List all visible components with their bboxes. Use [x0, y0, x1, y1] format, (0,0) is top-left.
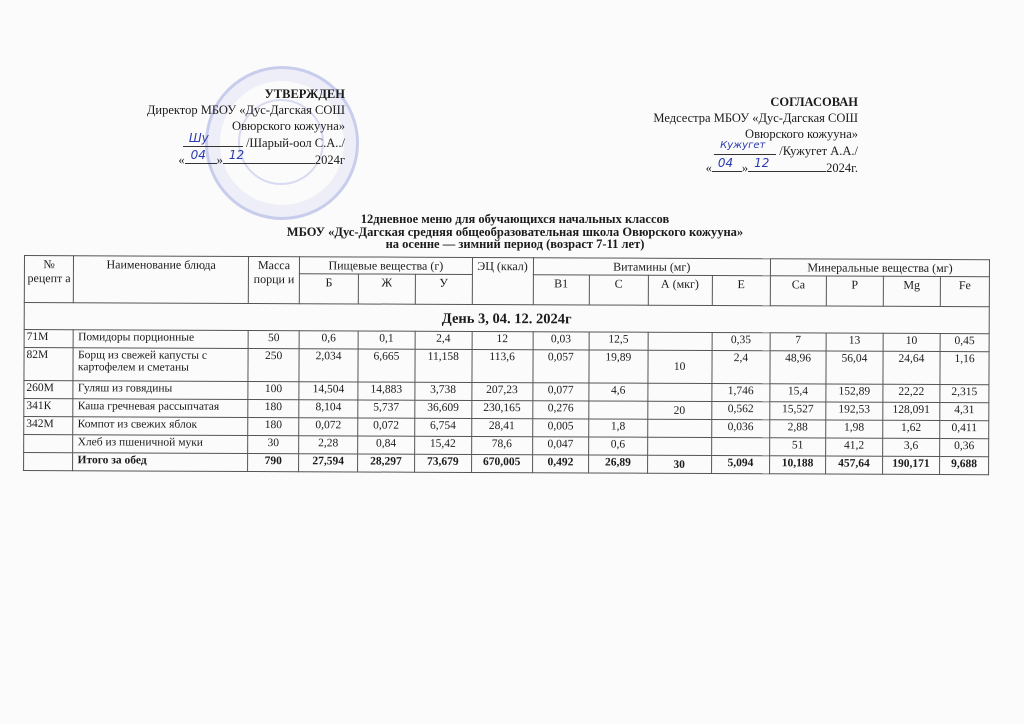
cell-fe: 4,31	[940, 402, 989, 420]
cell-ca: 48,96	[770, 351, 826, 384]
cell-p: 41,2	[826, 438, 883, 456]
col-recipe-no: № рецепт а	[24, 256, 74, 303]
cell-c: 19,89	[589, 350, 648, 383]
cell-zh: 6,665	[358, 349, 415, 382]
cell-zh: 5,737	[358, 400, 415, 418]
total-row	[24, 453, 989, 475]
cell-name: Борщ из свежей капусты с картофелем и сметаны	[73, 348, 248, 382]
cell-ec: 207,23	[471, 382, 532, 400]
cell-b1: 0,03	[533, 332, 590, 350]
cell-c: 4,6	[589, 383, 647, 401]
cell-name: Хлеб из пшеничной муки	[73, 435, 248, 454]
cell-b1: 0,276	[532, 401, 589, 419]
cell-b: 27,594	[299, 454, 358, 472]
date-month-handwriting: 12	[754, 156, 770, 170]
cell-b1: 0,492	[532, 455, 589, 473]
heading-line-3: на осенне — зимний период (возраст 7-11 лет)	[385, 237, 645, 251]
cell-mg: 1,62	[883, 420, 940, 438]
heading-line-2: МБОУ «Дус-Дагская средняя общеобразовательная школа Овюрского кожууна»	[286, 224, 744, 239]
agreement-block	[590, 94, 858, 176]
signature-field	[183, 131, 243, 147]
cell-code	[24, 435, 74, 453]
cell-fe: 0,45	[940, 333, 989, 351]
date-day-field	[185, 148, 217, 164]
cell-u: 36,609	[415, 400, 472, 418]
dish-rows	[24, 330, 990, 475]
cell-mass: 180	[248, 417, 299, 435]
cell-zh: 0,072	[358, 418, 415, 436]
cell-name: Компот из свежих яблок	[73, 417, 248, 436]
cell-c	[589, 401, 647, 419]
day-label: День 3, 04. 12. 2024г	[24, 303, 989, 334]
cell-mass: 790	[248, 453, 299, 471]
col-carbs: У	[415, 274, 472, 304]
heading-line-1: 12дневное меню для обучающихся начальных классов	[360, 212, 670, 226]
cell-name: Помидоры порционные	[74, 330, 249, 349]
agreement-signer: /Кужугет А.А./	[779, 144, 858, 158]
col-group-vitamins: Витамины (мг)	[533, 258, 771, 276]
cell-e: 2,4	[712, 351, 771, 384]
cell-ca: 7	[770, 333, 826, 351]
cell-a	[648, 332, 712, 350]
approval-position: Директор МБОУ «Дус-Дагская СОШ	[146, 103, 345, 117]
signature-handwriting: Шу	[188, 131, 209, 145]
cell-code: 342М	[24, 417, 74, 435]
cell-zh: 0,84	[358, 436, 415, 454]
cell-zh: 0,1	[358, 331, 415, 349]
cell-ec: 230,165	[471, 400, 532, 418]
approval-org: Овюрского кожууна»	[232, 119, 345, 133]
cell-code	[24, 453, 74, 471]
cell-ec: 12	[472, 331, 533, 349]
signature-field	[714, 142, 776, 155]
agreement-org: Овюрского кожууна»	[745, 127, 858, 141]
cell-ec: 78,6	[471, 436, 532, 454]
cell-a: 20	[647, 401, 711, 419]
approval-block	[100, 86, 345, 168]
cell-ca: 15,4	[770, 384, 826, 402]
col-a: А (мкг)	[648, 275, 712, 305]
date-day-handwriting: 04	[190, 148, 206, 162]
cell-c: 12,5	[589, 332, 647, 350]
cell-ec: 113,6	[472, 349, 533, 382]
cell-fe: 0,411	[940, 420, 989, 438]
cell-u: 6,754	[414, 418, 471, 436]
cell-mass: 250	[248, 348, 299, 381]
cell-p: 1,98	[826, 420, 883, 438]
cell-ca: 51	[770, 438, 826, 456]
cell-code: 82М	[24, 348, 74, 381]
cell-p: 457,64	[826, 456, 883, 474]
cell-name: Итого за обед	[73, 453, 248, 472]
approval-title: УТВЕРЖДЕН	[264, 87, 345, 101]
cell-c: 26,89	[589, 455, 647, 473]
cell-a: 30	[647, 455, 711, 473]
cell-b1: 0,005	[532, 419, 589, 437]
cell-fe: 2,315	[940, 384, 989, 402]
cell-u: 2,4	[415, 331, 472, 349]
cell-b: 2,28	[299, 436, 358, 454]
cell-u: 3,738	[415, 382, 472, 400]
cell-u: 15,42	[414, 436, 471, 454]
cell-e: 0,35	[712, 333, 770, 351]
agreement-date	[590, 156, 858, 176]
col-portion: Масса порци и	[248, 256, 299, 303]
col-e: E	[712, 276, 771, 306]
quote-open: «	[705, 161, 712, 175]
col-group-nutrients: Пищевые вещества (г)	[300, 257, 472, 275]
approval-signer: /Шарый-оол С.А../	[245, 136, 345, 150]
col-group-minerals: Минеральные вещества (мг)	[770, 259, 989, 277]
cell-fe: 1,16	[940, 351, 989, 384]
cell-b: 2,034	[299, 349, 358, 382]
cell-name: Каша гречневая рассыпчатая	[73, 399, 248, 418]
agreement-title: СОГЛАСОВАН	[770, 95, 858, 109]
cell-b: 8,104	[299, 400, 358, 418]
cell-ec: 28,41	[471, 418, 532, 436]
cell-mass: 30	[248, 435, 299, 453]
menu-table	[23, 255, 990, 475]
signature-handwriting: Кужугет	[720, 140, 766, 151]
cell-code: 341К	[24, 399, 74, 417]
cell-mg: 24,64	[883, 351, 940, 384]
cell-b: 0,072	[299, 418, 358, 436]
date-month-field	[223, 148, 315, 164]
cell-u: 11,158	[415, 349, 472, 382]
cell-code: 71М	[24, 330, 74, 348]
cell-e: 0,562	[711, 402, 769, 420]
cell-u: 73,679	[414, 454, 471, 472]
cell-ca: 15,527	[770, 402, 826, 420]
cell-mg: 10	[883, 333, 940, 351]
date-day-handwriting: 04	[717, 156, 734, 170]
table-row	[24, 348, 989, 385]
cell-ca: 2,88	[770, 420, 826, 438]
cell-zh: 14,883	[358, 382, 415, 400]
header-row-1	[24, 256, 989, 277]
cell-b1: 0,047	[532, 437, 589, 455]
cell-name: Гуляш из говядины	[73, 381, 248, 400]
col-dish-name: Наименование блюда	[74, 256, 249, 304]
cell-zh: 28,297	[357, 454, 414, 472]
cell-a	[647, 437, 711, 455]
quote-close: »	[741, 161, 749, 175]
col-ca: Ca	[770, 276, 826, 306]
cell-e: 5,094	[711, 456, 769, 474]
menu-heading	[150, 213, 880, 251]
approval-date	[100, 148, 345, 168]
agreement-position: Медсестра МБОУ «Дус-Дагская СОШ	[653, 111, 858, 125]
date-year: 2024г	[314, 153, 345, 167]
date-year: 2024г.	[826, 161, 858, 175]
quote-open: «	[178, 153, 185, 167]
col-mg: Mg	[883, 276, 940, 306]
day-row	[24, 303, 989, 334]
col-p: P	[826, 276, 883, 306]
date-month-handwriting: 12	[228, 148, 245, 162]
col-energy: ЭЦ (ккал)	[472, 257, 533, 304]
cell-fe: 9,688	[940, 456, 989, 474]
cell-ec: 670,005	[471, 454, 532, 472]
quote-close: »	[216, 153, 223, 167]
cell-c: 0,6	[589, 437, 647, 455]
approval-signature-line	[100, 131, 345, 151]
cell-a: 10	[647, 350, 711, 383]
cell-mass: 50	[248, 330, 299, 348]
cell-mg: 22,22	[883, 384, 940, 402]
cell-p: 192,53	[826, 402, 883, 420]
cell-b1: 0,057	[533, 350, 590, 383]
cell-fe: 0,36	[940, 438, 989, 456]
cell-a	[647, 419, 711, 437]
cell-b: 0,6	[299, 331, 358, 349]
col-fat: Ж	[358, 274, 415, 304]
date-month-field	[748, 156, 826, 172]
col-b1: B1	[533, 275, 590, 305]
col-protein: Б	[299, 274, 358, 304]
cell-e: 1,746	[712, 384, 770, 402]
cell-b: 14,504	[299, 382, 358, 400]
cell-c: 1,8	[589, 419, 647, 437]
cell-code: 260М	[24, 381, 74, 399]
col-c: C	[589, 275, 648, 305]
cell-mass: 180	[248, 399, 299, 417]
cell-p: 152,89	[826, 384, 883, 402]
cell-mass: 100	[248, 381, 299, 399]
cell-e: 0,036	[711, 420, 769, 438]
cell-e	[711, 438, 769, 456]
date-day-field	[712, 156, 742, 172]
cell-a	[647, 383, 711, 401]
cell-p: 56,04	[826, 351, 883, 384]
cell-mg: 3,6	[882, 438, 939, 456]
col-fe: Fe	[940, 276, 989, 306]
cell-mg: 190,171	[882, 456, 939, 474]
cell-ca: 10,188	[770, 456, 826, 474]
cell-p: 13	[826, 333, 883, 351]
cell-mg: 128,091	[883, 402, 940, 420]
cell-b1: 0,077	[532, 383, 589, 401]
